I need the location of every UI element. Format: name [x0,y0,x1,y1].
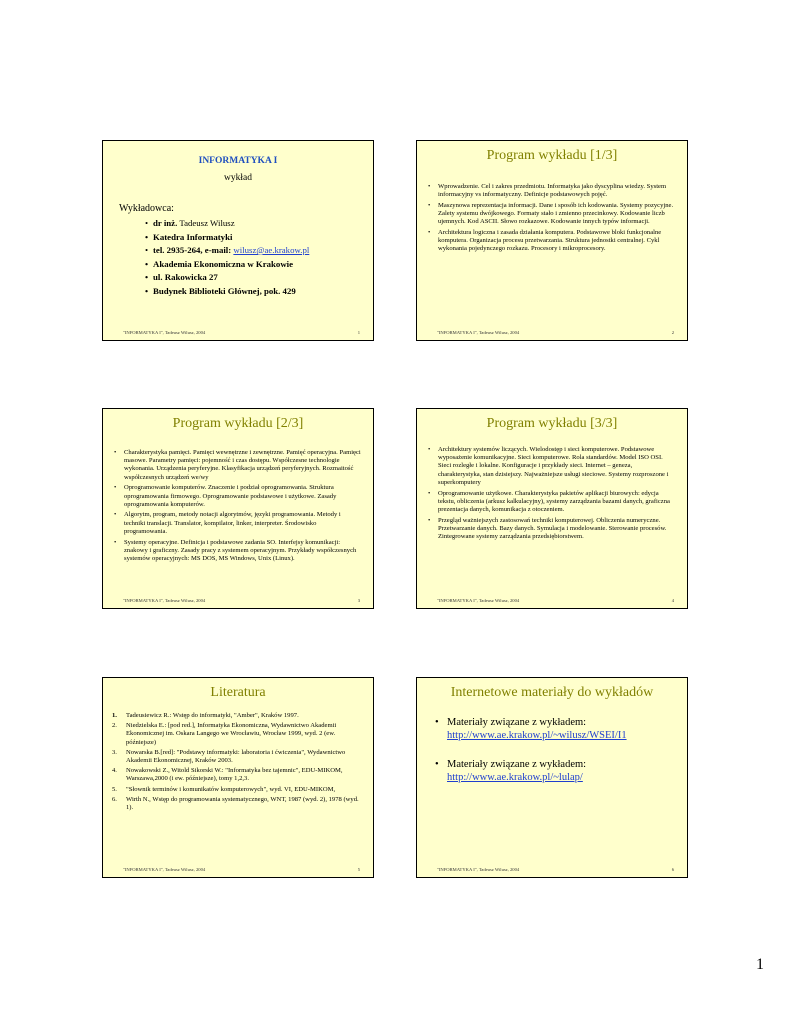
slide-footer: "INFORMATYKA I", Tadeusz Wilusz, 2004 [437,867,520,872]
slide-title: Program wykładu [2/3] [172,416,304,431]
email-link[interactable]: wilusz@ae.krakow.pl [233,245,310,255]
list-item: 1. Tadeusiewicz R.: Wstęp do informatyki, "Amber", Kraków 1997. [112,712,299,719]
list-item: • Przegląd ważniejszych zastosowań techniki komputerowej. Obliczenia numeryczne. Przetwarzanie danych. Bazy danych. Symulacja i modelowanie. Sterowanie procesów. Zintegrowane systemy zarządzania przedsiębiorstwem. [427,517,675,542]
list-item: 5. "Słownik terminów i komunikatów komputerowych", wyd. VI, EDU-MIKOM, [112,785,336,793]
list-item: • Maszynowa reprezentacja informacji. Dane i sposób ich kodowania. Systemy pozycyjne. Zalety systemu dwójkowego. Formaty stało i zmienno przecinkowy. Kodowanie liczb ujemnych. Kod ASCII. Słowo rozkazowe. Kodowanie innych typów informacji. [427,202,675,227]
list-item: 4. Nowakowski Z., Witold Sikorski W.: "Informatyka bez tajemnic", EDU-MIKOM, Warszawa,2000 (i ew. późniejsze), tomy 1,2,3. [112,767,343,783]
department: • Katedra Informatyki [145,231,309,245]
list-item: • Oprogramowanie użytkowe. Charakterystyka pakietów aplikacji biurowych: edycja tekstu, obliczenia (arkusz kalkulacyjny), systemy zarządzania bazami danych, graficzna prezentacja danych, komunikacja z otoczeniem. [427,490,675,515]
list-item: 2. Niedzielska E.: [pod red.], Informatyka Ekonomiczna, Wydawnictwo Akademii Ekonomicznej im. Oskara Langego we Wrocławiu, Wrocław 1999, wyd. 2 (ew. późniejsze) [112,722,337,746]
list-item [435,716,677,742]
slide-number: 1 [357,330,360,335]
bullet-list [427,183,675,256]
slide-subtitle: wykład [224,173,252,183]
slide-number: 4 [671,598,674,603]
slide-number: 2 [671,330,674,335]
building: • Budynek Biblioteki Głównej, pok. 429 [145,285,309,299]
list-item: • Systemy operacyjne. Definicja i podstawowe zadania SO. Interfejsy komunikacji: znakowy i graficzny. Zasady pracy z systemem operacyjnym. Przykłady współczesnych systemów operacyjnych: MS DOS, MS Windows, Unix (Linux). [113,539,361,564]
slide-2 [416,140,688,341]
list-item: • Architektury systemów liczących. Wielodostęp i sieci komputerowe. Podstawowe wyposażenie komunikacyjne. Sieci komputerowe. Rola standardów. Model ISO OSI. Sieci rozległe i lokalne. Konfiguracje i przykłady sieci. Internet – geneza, charakterystyka, stan dzisiejszy. Najważniejsze usługi sieciowe. Systemy rozproszone i superkomputery [427,446,675,487]
university: • Akademia Ekonomiczna w Krakowie [145,258,309,272]
list-item: • Algorytm, program, metody notacji algorytmów, języki programowania. Metody i techniki translacji. Translator, kompilator, linker, interpreter. Środowisko programowania. [113,511,361,536]
slide-title: Program wykładu [3/3] [486,416,618,431]
slide-footer: "INFORMATYKA I", Tadeusz Wilusz, 2004 [123,867,206,872]
bullet-list [113,449,361,566]
slide-title: INFORMATYKA I [198,156,278,166]
slide-6 [416,677,688,878]
slide-footer: "INFORMATYKA I", Tadeusz Wilusz, 2004 [437,330,520,335]
slide-number: 5 [357,867,360,872]
page-number: 1 [756,956,764,973]
list-item: 6. Wirth N., Wstęp do programowania systematycznego, WNT, 1987 (wyd. 2), 1978 (wyd. 1). [112,795,359,812]
street: • ul. Rakowicka 27 [145,271,309,285]
slide-footer: "INFORMATYKA I", Tadeusz Wilusz, 2004 [123,330,206,335]
bullet-list [427,446,675,544]
slide-1 [102,140,374,341]
link-label: Materiały związane z wykładem: [447,717,587,728]
lecturer-details [145,217,309,298]
slide-number: 6 [671,867,674,872]
link-list [435,716,677,800]
slide-footer: "INFORMATYKA I", Tadeusz Wilusz, 2004 [123,598,206,603]
list-item: • Architektura logiczna i zasada działania komputera. Podstawowe bloki funkcjonalne komputera. Organizacja procesu przetwarzania. Struktura jednostki centralnej. Cykl wykonania pojedynczego rozkazu. Procesory i mikroprocesory. [427,229,675,254]
contact: • tel. 2935-264, e-mail: wilusz@ae.krakow.pl [145,244,309,258]
slide-3 [102,408,374,609]
link-label: Materiały związane z wykładem: [447,759,587,770]
list-item: • Wprowadzenie. Cel i zakres przedmiotu. Informatyka jako dyscyplina wiedzy. System informacyjny vs informatyczny. Definicje podstawowych pojęć. [427,183,675,199]
slide-5 [102,677,374,878]
list-item: • Oprogramowanie komputerów. Znaczenie i podział oprogramowania. Struktura oprogramowania firmowego. Oprogramowanie podstawowe i użytkowe. Zasady oprogramowania komputerów. [113,484,361,509]
slide-4 [416,408,688,609]
materials-link[interactable]: http://www.ae.krakow.pl/~wilusz/WSEI/I1 [447,730,627,741]
list-item: 3. Nowarska B.[red]: "Podstawy informatyki: laboratoria i ćwiczenia", Wydawnictwo Akademii Ekonomicznej, Kraków 2003. [112,748,346,765]
list-item: • Charakterystyka pamięci. Pamięci wewnętrzne i zewnętrzne. Pamięć operacyjna. Pamięci masowe. Parametry pamięci: pojemność i czas dostępu. Współczesne technologie wykonania. Urządzenia peryferyjne. Klasyfikacja urządzeń peryferyjnych. Rozmaitość współczesnych urządzeń we/wy [113,449,361,482]
slide-title: Program wykładu [1/3] [486,148,618,163]
lecturer-name: • dr inż. Tadeusz Wilusz [145,217,309,231]
slide-number: 3 [357,598,360,603]
reference-list [111,712,363,814]
slide-title: Internetowe materiały do wykładów [450,685,654,700]
slide-title: Literatura [210,685,266,700]
lecturer-label: Wykładowca: [119,203,174,214]
list-item [435,758,677,784]
materials-link[interactable]: http://www.ae.krakow.pl/~lulap/ [447,772,583,783]
slide-footer: "INFORMATYKA I", Tadeusz Wilusz, 2004 [437,598,520,603]
